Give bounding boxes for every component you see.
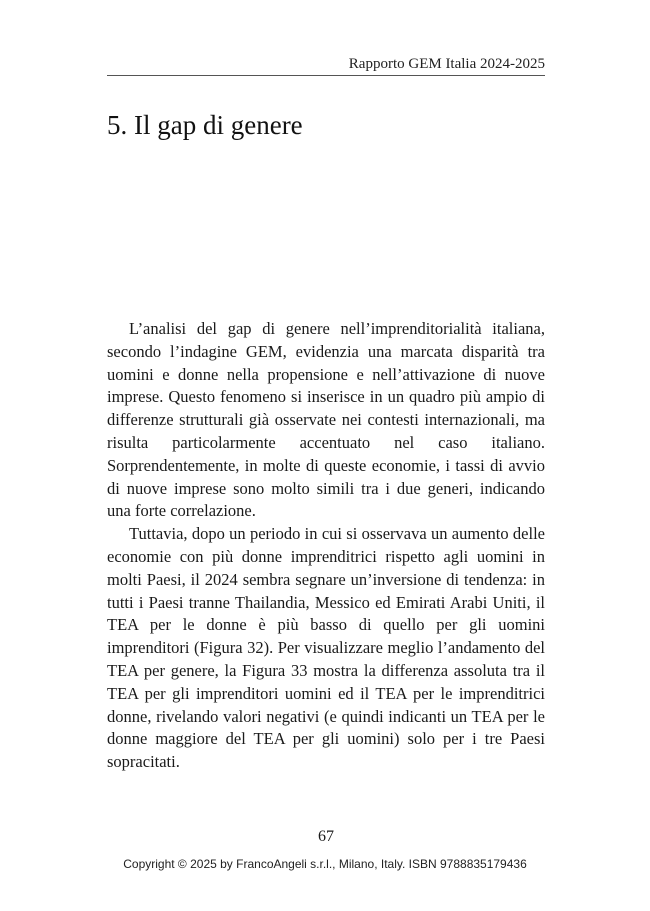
- paragraph: L’analisi del gap di genere nell’imprenditorialità italiana, secondo l’indagine GEM, evidenzia una marcata disparità tra uomini e donne nella propensione e nell’attivazione di nuove imprese. Questo fenomeno si inserisce in un quadro più ampio di differenze strutturali già osservate nei contesti internazionali, ma risulta particolarmente accentuato nel caso italiano. Sorprendentemente, in molte di queste economie, i tassi di avvio di nuove imprese sono molto simili tra i due generi, indicando una forte correlazione.: [107, 319, 545, 521]
- paragraph: Tuttavia, dopo un periodo in cui si osservava un aumento delle economie con più donne imprenditrici rispetto agli uomini in molti Paesi, il 2024 sembra segnare un’inversione di tendenza: in tutti i Paesi tranne Thailandia, Messico ed Emirati Arabi Uniti, il TEA per le donne è più basso di quello per gli uomini imprenditori (Figura 32). Per visualizzare meglio l’andamento del TEA per genere, la Figura 33 mostra la differenza assoluta tra il TEA per gli imprenditori uomini ed il TEA per le imprenditrici donne, rivelando valori negativi (e quindi indicanti un TEA per le donne maggiore del TEA per gli uomini) solo per i tre Paesi sopracitati.: [107, 524, 545, 772]
- copyright-notice: Copyright © 2025 by FrancoAngeli s.r.l., Milano, Italy. ISBN 9788835179436: [123, 857, 527, 871]
- body-text: [107, 318, 545, 774]
- chapter-title: 5. Il gap di genere: [107, 110, 303, 140]
- page-number: 67: [318, 828, 334, 845]
- header-rule: [107, 75, 545, 76]
- running-header: Rapporto GEM Italia 2024-2025: [348, 56, 545, 72]
